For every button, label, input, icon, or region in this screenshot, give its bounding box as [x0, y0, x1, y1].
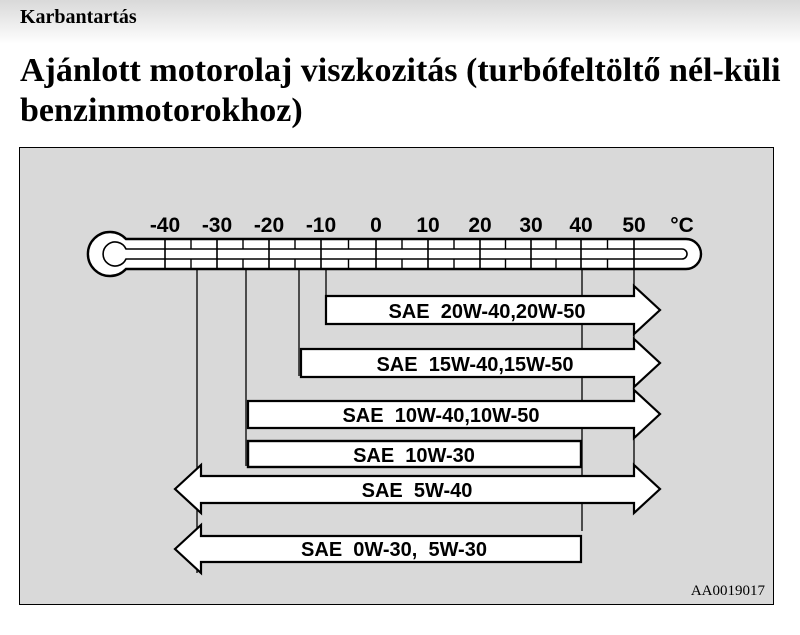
grade-label: SAE 10W-40,10W-50: [342, 405, 540, 427]
page-title: Ajánlott motorolaj viszkozitás (turbófeltöltő nél-küli benzinmotorokhoz): [20, 52, 781, 129]
scale-label: 10: [416, 214, 440, 237]
grade-label: SAE 20W-40,20W-50: [388, 301, 586, 323]
thermometer: [88, 232, 701, 276]
grade-label: SAE 15W-40,15W-50: [376, 354, 574, 376]
scale-label: -40: [149, 214, 181, 237]
grade-label: SAE 5W-40: [361, 480, 473, 502]
grade-bar-0w30: [175, 525, 581, 573]
scale-label: 40: [569, 214, 593, 237]
unit-label: °C: [670, 214, 694, 237]
grade-bar-15w40: [301, 339, 660, 387]
oil-viscosity-diagram: [19, 147, 774, 605]
scale-labels: [150, 214, 694, 237]
scale-label: 50: [622, 214, 646, 237]
section-label: Karbantartás: [20, 6, 137, 28]
scale-label: 20: [468, 214, 492, 237]
figure-code: AA0019017: [690, 583, 765, 599]
grade-bar-10w40: [248, 390, 660, 438]
grade-label: SAE 10W-30: [353, 445, 475, 467]
scale-label: -30: [201, 214, 233, 237]
scale-label: -20: [253, 214, 285, 237]
scale-label: 0: [370, 214, 382, 237]
viscosity-chart-svg: [20, 148, 775, 606]
scale-label: -10: [305, 214, 337, 237]
grade-bar-5w40: [175, 465, 660, 513]
scale-label: 30: [519, 214, 543, 237]
grade-label: SAE 0W-30, 5W-30: [301, 539, 487, 561]
grade-bar-10w30: [248, 441, 581, 467]
grade-bar-20w40: [326, 286, 660, 334]
